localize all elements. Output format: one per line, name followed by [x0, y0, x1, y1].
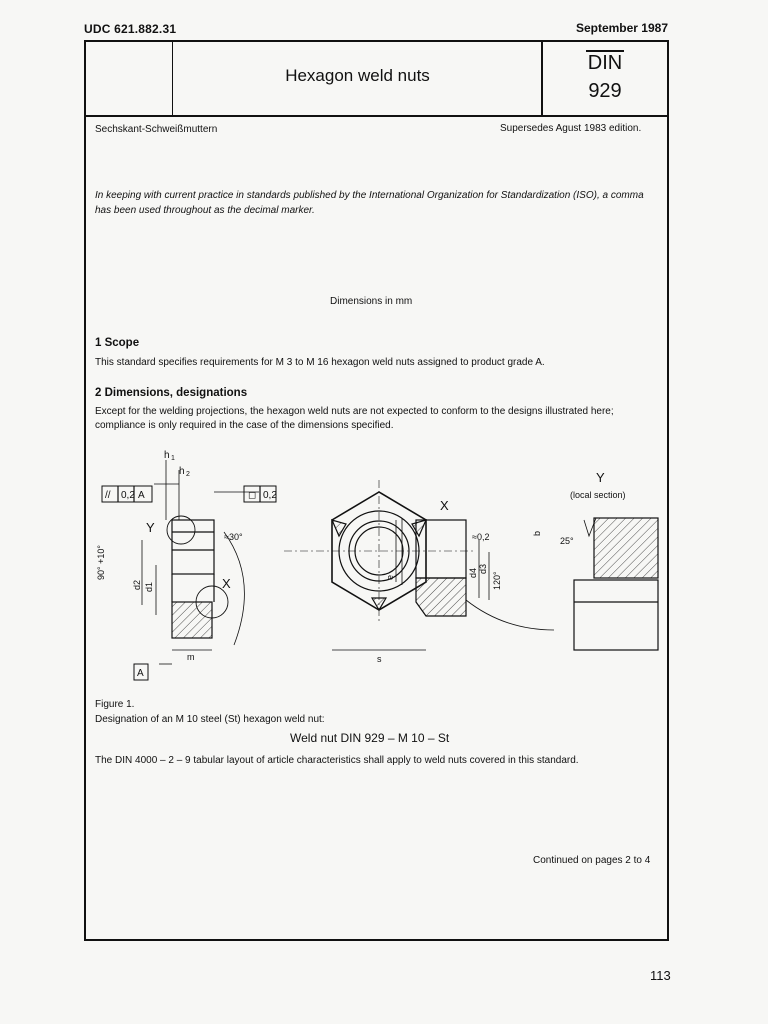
- svg-text:X: X: [440, 498, 449, 513]
- detail-x-section: [416, 578, 466, 616]
- din-label: DIN: [587, 52, 623, 74]
- svg-text:0,2: 0,2: [121, 490, 135, 501]
- udc-code: UDC 621.882.31: [84, 22, 177, 36]
- svg-text://: //: [105, 490, 111, 501]
- svg-text:1: 1: [171, 455, 175, 462]
- nut-side-section: [172, 602, 212, 638]
- svg-text:0,2: 0,2: [263, 490, 277, 501]
- dimensions-text: Except for the welding projections, the hexagon weld nuts are not expected to conform to the designs illustrated here; compliance is only required in the case of the dimensions specified.: [95, 406, 614, 431]
- designation-code: Weld nut DIN 929 – M 10 – St: [290, 731, 450, 745]
- din-designation-box: [543, 50, 667, 103]
- svg-text:90° +10°: 90° +10°: [96, 545, 106, 580]
- iso-decimal-note: In keeping with current practice in standards published by the International Organization for Standardization (ISO), a comma has been used throughout as the decimal marker.: [95, 190, 644, 216]
- dimensions-heading: 2 Dimensions, designations: [95, 387, 248, 399]
- label-y: Y: [146, 520, 155, 535]
- svg-text:25°: 25°: [560, 536, 574, 546]
- svg-text:d2: d2: [132, 579, 142, 590]
- svg-text:2: 2: [186, 471, 190, 478]
- title-block: [86, 42, 667, 117]
- figure-caption: Figure 1.: [95, 699, 135, 710]
- svg-text:◻: ◻: [248, 490, 257, 501]
- label-h2: h: [179, 466, 185, 477]
- dimensions-note: Dimensions in mm: [330, 296, 413, 307]
- din4000-note: The DIN 4000 – 2 – 9 tabular layout of article characteristics shall apply to weld nuts covered in this standard.: [95, 755, 579, 766]
- svg-text:m: m: [187, 652, 195, 662]
- german-title: Sechskant-Schweißmuttern: [95, 124, 218, 135]
- publication-date: September 1987: [575, 21, 668, 35]
- svg-text:d1: d1: [144, 581, 154, 592]
- svg-text:A: A: [137, 668, 144, 679]
- svg-text:(local section): (local section): [570, 490, 626, 500]
- svg-text:s: s: [377, 654, 382, 664]
- label-x: X: [222, 576, 231, 591]
- svg-text:d3: d3: [478, 563, 488, 574]
- svg-text:d4: d4: [468, 567, 478, 578]
- svg-text:≈30°: ≈30°: [224, 532, 243, 542]
- detail-y-section: [594, 518, 658, 578]
- scope-heading: 1 Scope: [95, 337, 140, 349]
- svg-text:≈0,2: ≈0,2: [472, 532, 490, 542]
- din-number: 929: [588, 80, 622, 102]
- designation-intro: Designation of an M 10 steel (St) hexagon weld nut:: [95, 714, 325, 725]
- figure-1-drawing: [84, 440, 674, 690]
- svg-text:Y: Y: [596, 470, 605, 485]
- svg-text:e: e: [385, 574, 395, 580]
- scope-text: This standard specifies requirements for M 3 to M 16 hexagon weld nuts assigned to product grade A.: [95, 357, 545, 368]
- nut-side-body: [172, 520, 214, 574]
- document-title: Hexagon weld nuts: [285, 66, 430, 85]
- svg-text:A: A: [138, 490, 145, 501]
- label-h1: h: [164, 450, 170, 461]
- svg-text:120°: 120°: [492, 571, 502, 590]
- continued-note: Continued on pages 2 to 4: [533, 855, 651, 866]
- page-number: 113: [650, 968, 671, 983]
- supersedes-note: Supersedes Agust 1983 edition.: [500, 123, 642, 134]
- svg-text:b: b: [532, 530, 542, 536]
